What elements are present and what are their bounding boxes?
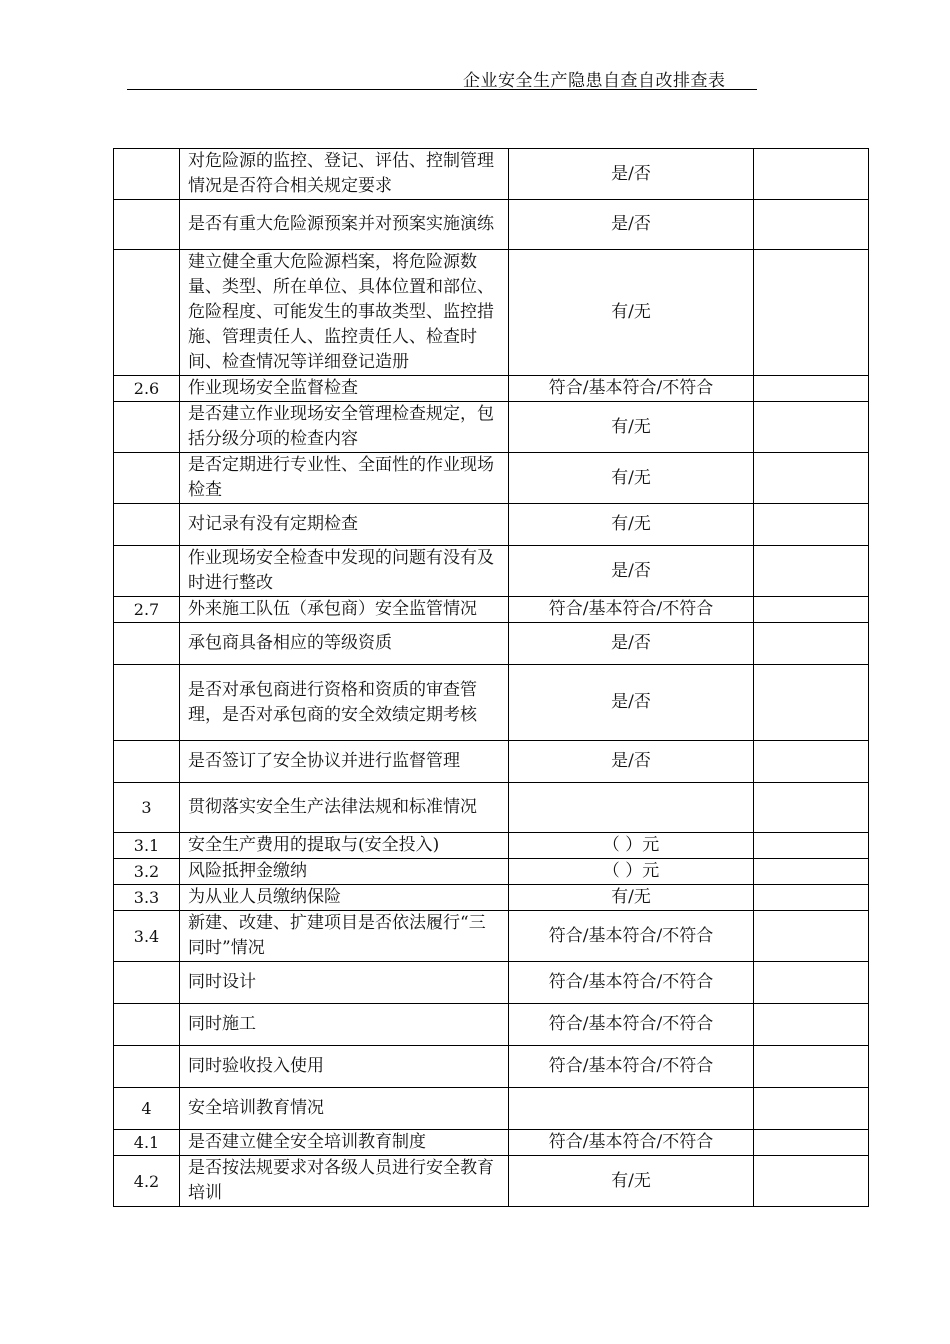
item-remark	[754, 833, 869, 859]
item-result: 有/无	[509, 504, 754, 546]
item-description: 是否对承包商进行资格和资质的审查管理，是否对承包商的安全效绩定期考核	[180, 665, 509, 741]
item-description: 是否建立作业现场安全管理检查规定，包括分级分项的检查内容	[180, 402, 509, 453]
item-remark	[754, 1004, 869, 1046]
item-remark	[754, 149, 869, 200]
item-remark	[754, 453, 869, 504]
item-number	[114, 250, 180, 376]
item-remark	[754, 623, 869, 665]
item-description: 承包商具备相应的等级资质	[180, 623, 509, 665]
item-result: 符合/基本符合/不符合	[509, 376, 754, 402]
item-description: 风险抵押金缴纳	[180, 859, 509, 885]
table-row	[114, 1130, 869, 1156]
item-remark	[754, 885, 869, 911]
table-row	[114, 453, 869, 504]
item-remark	[754, 250, 869, 376]
item-number	[114, 962, 180, 1004]
table-row	[114, 665, 869, 741]
item-result: （ ）元	[509, 833, 754, 859]
item-number: 3.1	[114, 833, 180, 859]
item-description: 新建、改建、扩建项目是否依法履行“三同时”情况	[180, 911, 509, 962]
item-result: 是/否	[509, 149, 754, 200]
item-remark	[754, 741, 869, 783]
item-remark	[754, 1156, 869, 1207]
table-row	[114, 250, 869, 376]
item-result: 是/否	[509, 546, 754, 597]
item-remark	[754, 1088, 869, 1130]
table-row	[114, 200, 869, 250]
item-result: 符合/基本符合/不符合	[509, 1130, 754, 1156]
item-result: 有/无	[509, 1156, 754, 1207]
item-number: 4.2	[114, 1156, 180, 1207]
item-remark	[754, 504, 869, 546]
item-number	[114, 623, 180, 665]
item-result: 是/否	[509, 665, 754, 741]
item-remark	[754, 546, 869, 597]
item-remark	[754, 597, 869, 623]
item-result: （ ）元	[509, 859, 754, 885]
item-description: 是否建立健全安全培训教育制度	[180, 1130, 509, 1156]
item-description: 是否按法规要求对各级人员进行安全教育培训	[180, 1156, 509, 1207]
item-description: 对记录有没有定期检查	[180, 504, 509, 546]
item-description: 对危险源的监控、登记、评估、控制管理情况是否符合相关规定要求	[180, 149, 509, 200]
inspection-table	[113, 148, 869, 1207]
item-number	[114, 1046, 180, 1088]
item-number	[114, 149, 180, 200]
item-number	[114, 741, 180, 783]
item-description: 是否有重大危险源预案并对预案实施演练	[180, 200, 509, 250]
table-row	[114, 149, 869, 200]
item-number	[114, 504, 180, 546]
item-result: 有/无	[509, 885, 754, 911]
item-result: 是/否	[509, 741, 754, 783]
table-row	[114, 546, 869, 597]
item-result: 符合/基本符合/不符合	[509, 1046, 754, 1088]
item-number: 3.2	[114, 859, 180, 885]
header-rule	[127, 89, 757, 90]
item-result: 有/无	[509, 250, 754, 376]
table-row	[114, 402, 869, 453]
item-result: 是/否	[509, 623, 754, 665]
item-description: 外来施工队伍（承包商）安全监管情况	[180, 597, 509, 623]
item-remark	[754, 376, 869, 402]
item-description: 贯彻落实安全生产法律法规和标准情况	[180, 783, 509, 833]
item-remark	[754, 402, 869, 453]
item-number: 2.7	[114, 597, 180, 623]
table-row	[114, 1004, 869, 1046]
item-number: 3	[114, 783, 180, 833]
table-row	[114, 1046, 869, 1088]
item-description: 安全生产费用的提取与(安全投入)	[180, 833, 509, 859]
item-remark	[754, 911, 869, 962]
item-remark	[754, 200, 869, 250]
item-number: 2.6	[114, 376, 180, 402]
item-result: 符合/基本符合/不符合	[509, 911, 754, 962]
item-description: 安全培训教育情况	[180, 1088, 509, 1130]
item-description: 作业现场安全监督检查	[180, 376, 509, 402]
table-row	[114, 1088, 869, 1130]
item-result: 有/无	[509, 402, 754, 453]
item-number	[114, 200, 180, 250]
item-number	[114, 402, 180, 453]
item-description: 同时施工	[180, 1004, 509, 1046]
item-description: 为从业人员缴纳保险	[180, 885, 509, 911]
item-number: 3.3	[114, 885, 180, 911]
item-description: 是否定期进行专业性、全面性的作业现场检查	[180, 453, 509, 504]
table-row	[114, 962, 869, 1004]
item-description: 同时验收投入使用	[180, 1046, 509, 1088]
table-row	[114, 783, 869, 833]
table-row	[114, 1156, 869, 1207]
item-remark	[754, 962, 869, 1004]
item-result	[509, 1088, 754, 1130]
item-number	[114, 1004, 180, 1046]
item-number: 4	[114, 1088, 180, 1130]
item-result: 有/无	[509, 453, 754, 504]
item-description: 作业现场安全检查中发现的问题有没有及时进行整改	[180, 546, 509, 597]
table-row	[114, 833, 869, 859]
item-result	[509, 783, 754, 833]
item-description: 同时设计	[180, 962, 509, 1004]
table-row	[114, 376, 869, 402]
item-result: 符合/基本符合/不符合	[509, 597, 754, 623]
document-header-title: 企业安全生产隐患自查自改排查表	[463, 71, 726, 91]
table-row	[114, 859, 869, 885]
table-row	[114, 741, 869, 783]
table-row	[114, 504, 869, 546]
item-result: 符合/基本符合/不符合	[509, 962, 754, 1004]
item-remark	[754, 1130, 869, 1156]
item-description: 是否签订了安全协议并进行监督管理	[180, 741, 509, 783]
item-number: 3.4	[114, 911, 180, 962]
table-row	[114, 597, 869, 623]
item-remark	[754, 665, 869, 741]
item-number: 4.1	[114, 1130, 180, 1156]
item-number	[114, 546, 180, 597]
item-number	[114, 453, 180, 504]
item-description: 建立健全重大危险源档案，将危险源数量、类型、所在单位、具体位置和部位、危险程度、可能发生的事故类型、监控措施、管理责任人、监控责任人、检查时间、检查情况等详细登记造册	[180, 250, 509, 376]
item-remark	[754, 1046, 869, 1088]
item-remark	[754, 859, 869, 885]
item-result: 是/否	[509, 200, 754, 250]
item-result: 符合/基本符合/不符合	[509, 1004, 754, 1046]
table-row	[114, 911, 869, 962]
table-row	[114, 885, 869, 911]
table-row	[114, 623, 869, 665]
item-number	[114, 665, 180, 741]
item-remark	[754, 783, 869, 833]
